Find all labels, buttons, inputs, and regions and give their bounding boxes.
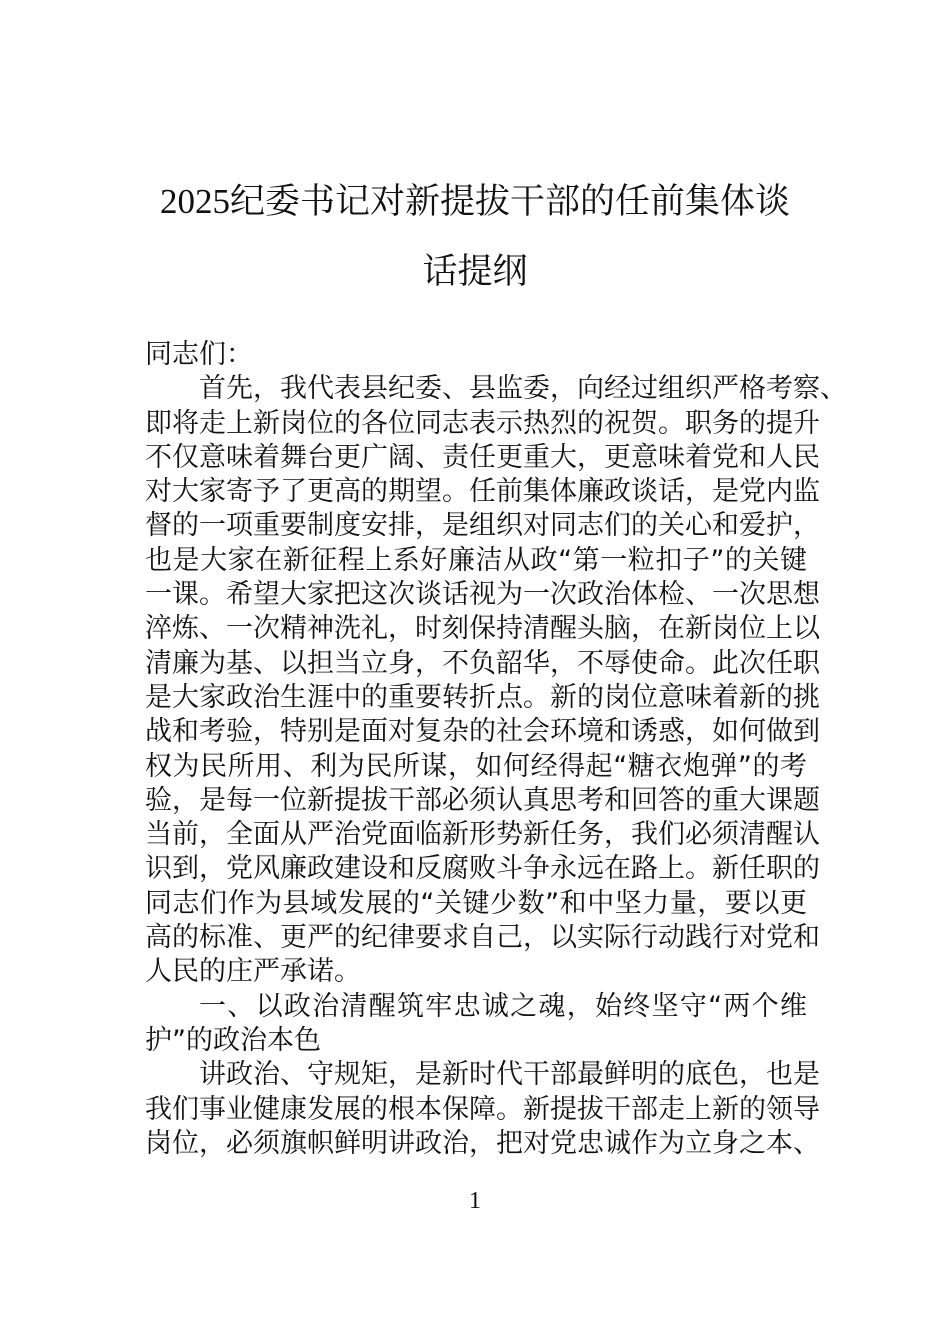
text-line: 同志们作为县域发展的“关键少数”和中坚力量，要以更 xyxy=(145,887,807,919)
page-number: 1 xyxy=(469,1188,481,1214)
text-line: 也是大家在新征程上系好廉洁从政“第一粒扣子”的关键 xyxy=(145,544,807,576)
text-line: 即将走上新岗位的各位同志表示热烈的祝贺。职务的提升 xyxy=(145,407,820,439)
text-line: 淬炼、一次精神洗礼，时刻保持清醒头脑，在新岗位上以 xyxy=(145,613,820,645)
section-heading xyxy=(145,990,807,1059)
text-line: 高的标准、更严的纪律要求自己，以实际行动践行对党和 xyxy=(145,922,820,954)
text-line: 我们事业健康发展的根本保障。新提拔干部走上新的领导 xyxy=(145,1093,820,1125)
text-line: 当前，全面从严治党面临新形势新任务，我们必须清醒认 xyxy=(145,819,820,851)
text-line: 识到，党风廉政建设和反腐败斗争永远在路上。新任职的 xyxy=(145,853,820,885)
salutation: 同志们： xyxy=(145,339,253,370)
document-title-line-1: 2025纪委书记对新提拔干部的任前集体谈 xyxy=(159,182,790,221)
text-line: 清廉为基、以担当立身，不负韶华，不辱使命。此次任职 xyxy=(145,647,820,679)
text-line: 人民的庄严承诺。 xyxy=(145,956,361,988)
text-line: 护”的政治本色 xyxy=(145,1024,321,1056)
document-body xyxy=(145,338,847,1161)
text-line: 一、以政治清醒筑牢忠诚之魂，始终坚守“两个维 xyxy=(199,990,807,1022)
text-line: 是大家政治生涯中的重要转折点。新的岗位意味着新的挑 xyxy=(145,681,820,713)
text-line: 督的一项重要制度安排，是组织对同志们的关心和爱护， xyxy=(145,510,820,542)
document-title-line-2: 话提纲 xyxy=(422,252,528,291)
paragraph xyxy=(145,372,847,989)
paragraph xyxy=(145,1058,820,1161)
text-line: 战和考验，特别是面对复杂的社会环境和诱惑，如何做到 xyxy=(145,716,820,748)
text-line: 首先，我代表县纪委、县监委，向经过组织严格考察、 xyxy=(199,373,847,405)
text-line: 验，是每一位新提拔干部必须认真思考和回答的重大课题 xyxy=(145,784,820,816)
text-line: 不仅意味着舞台更广阔、责任更重大，更意味着党和人民 xyxy=(145,441,820,473)
text-line: 一课。希望大家把这次谈话视为一次政治体检、一次思想 xyxy=(145,579,820,611)
text-line: 权为民所用、利为民所谋，如何经得起“糖衣炮弹”的考 xyxy=(145,750,807,782)
text-line: 对大家寄予了更高的期望。任前集体廉政谈话，是党内监 xyxy=(145,476,820,508)
text-line: 讲政治、守规矩，是新时代干部最鲜明的底色，也是 xyxy=(199,1059,820,1091)
text-line: 岗位，必须旗帜鲜明讲政治，把对党忠诚作为立身之本、 xyxy=(145,1127,820,1159)
